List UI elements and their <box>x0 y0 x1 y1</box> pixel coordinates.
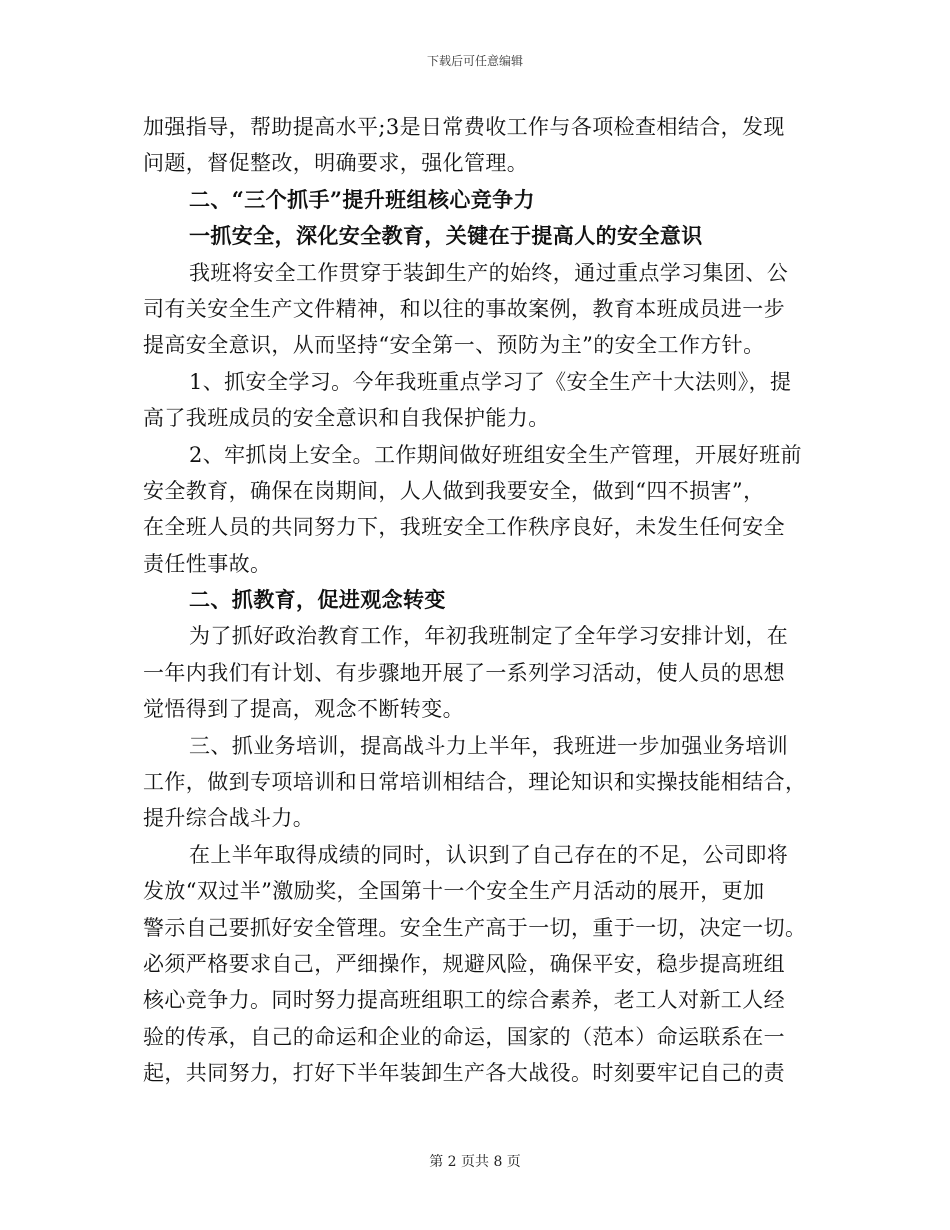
body-line: 2、牢抓岗上安全。工作期间做好班组安全生产管理，开展好班前 <box>189 442 802 467</box>
body-line: 安全教育，确保在岗期间，人人做到我要安全，做到“四不损害”， <box>143 478 765 503</box>
body-line: 发放“双过半”激励奖，全国第十一个安全生产月活动的展开，更加 <box>143 879 765 904</box>
body-line: 核心竞争力。同时努力提高班组职工的综合素养，老工人对新工人经 <box>143 988 785 1013</box>
body-line: 为了抓好政治教育工作，年初我班制定了全年学习安排计划，在 <box>189 624 789 649</box>
section-heading: 二、“三个抓手”提升班组核心竞争力 <box>189 186 535 212</box>
body-line: 验的传承，自己的命运和企业的命运，国家的（范本）命运联系在一 <box>143 1024 785 1049</box>
body-line: 在全班人员的共同努力下，我班安全工作秩序良好，未发生任何安全 <box>143 515 785 540</box>
body-line: 高了我班成员的安全意识和自我保护能力。 <box>143 406 550 431</box>
body-line: 司有关安全生产文件精神，和以往的事故案例，教育本班成员进一步 <box>143 296 785 321</box>
body-line: 1、抓安全学习。今年我班重点学习了《安全生产十大法则》，提 <box>189 369 792 394</box>
page-header-note: 下载后可任意编辑 <box>426 54 523 68</box>
body-line: 一年内我们有计划、有步骤地开展了一系列学习活动，使人员的思想 <box>143 660 785 685</box>
document-body <box>143 109 807 1092</box>
body-line: 责任性事故。 <box>143 551 272 576</box>
body-line: 提高安全意识，从而坚持“安全第一、预防为主”的安全工作方针。 <box>143 333 765 358</box>
body-line: 我班将安全工作贯穿于装卸生产的始终，通过重点学习集团、公 <box>189 260 789 285</box>
page-number: 第 2 页共 8 页 <box>429 1154 521 1170</box>
body-line: 觉悟得到了提高，观念不断转变。 <box>143 697 464 722</box>
body-line: 起，共同努力，打好下半年装卸生产各大战役。时刻要牢记自己的责 <box>143 1061 785 1086</box>
body-line: 三、抓业务培训，提高战斗力上半年，我班进一步加强业务培训 <box>189 733 789 758</box>
body-line: 加强指导，帮助提高水平;3是日常费收工作与各项检查相结合，发现 <box>143 115 785 139</box>
body-line: 工作，做到专项培训和日常培训相结合，理论知识和实操技能相结合， <box>143 770 807 795</box>
section-heading: 二、抓教育，促进观念转变 <box>189 587 446 613</box>
body-line: 警示自己要抓好安全管理。安全生产高于一切，重于一切，决定一切。 <box>143 915 807 940</box>
body-line: 问题，督促整改，明确要求，强化管理。 <box>143 151 529 176</box>
subsection-heading: 一抓安全，深化安全教育，关键在于提高人的安全意识 <box>189 223 703 249</box>
body-line: 必须严格要求自己，严细操作，规避风险，确保平安，稳步提高班组 <box>143 951 785 976</box>
body-line: 在上半年取得成绩的同时，认识到了自己存在的不足，公司即将 <box>189 842 789 867</box>
body-line: 提升综合战斗力。 <box>143 806 315 831</box>
